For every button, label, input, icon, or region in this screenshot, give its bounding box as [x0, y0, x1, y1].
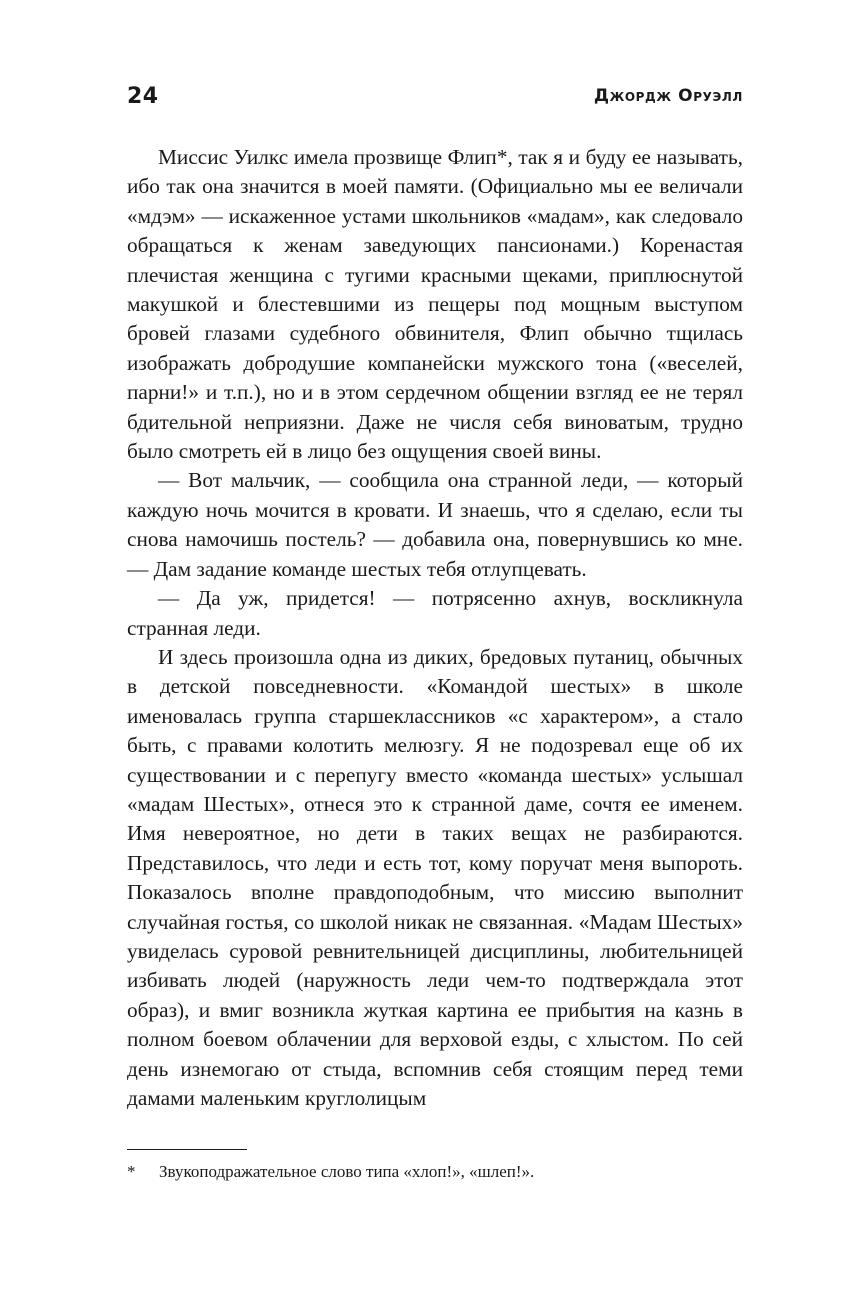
page-number: 24: [127, 84, 159, 109]
footnote: [127, 1160, 743, 1184]
paragraph: И здесь произошла одна из диких, бредовых путаниц, обычных в детской повседневности. «Командой шестых» в школе именовалась группа старшеклассников «с характером», а стало быть, с правами колотить мелюзгу. Я не подозревал еще об их существовании и с перепугу вместо «команда шестых» услышал «мадам Шестых», отнеся это к странной даме, сочтя ее именем. Имя невероятное, но дети в таких вещах не разбираются. Представилось, что леди и есть тот, кому поручат меня выпороть. Показалось вполне правдоподобным, что миссию выполнит случайная гостья, со школой никак не связанная. «Мадам Шестых» увиделась суровой ревнительницей дисциплины, любительницей избивать людей (наружность леди чем-то подтверждала этот образ), и вмиг возникла жуткая картина ее прибытия на казнь в полном боевом облачении для верховой езды, с хлыстом. По сей день изнемогаю от стыда, вспомнив себя стоящим перед теми дамами маленьким круглолицым: [127, 644, 743, 1110]
footnote-divider: [127, 1149, 247, 1150]
paragraph: — Да уж, придется! — потрясенно ахнув, воскликнула странная леди.: [127, 586, 743, 640]
page-header: [127, 84, 743, 116]
paragraph: — Вот мальчик, — сообщила она странной леди, — который каждую ночь мочится в кровати. И знаешь, что я сделаю, если ты снова намочишь постель? — добавила она, повернувшись ко мне. — Дам задание команде шестых тебя отлупцевать.: [127, 468, 743, 581]
footnote-text: Звукоподражательное слово типа «хлоп!», «шлеп!».: [159, 1162, 535, 1181]
paragraph: Миссис Уилкс имела прозвище Флип*, так я и буду ее называть, ибо так она значится в моей памяти. (Официально мы ее величали «мдэм» — искаженное устами школьников «мадам», как следовало обращаться к женам заведующих пансионами.) Коренастая плечистая женщина с тугими красными щеками, приплюснутой макушкой и блестевшими из пещеры под мощным выступом бровей глазами судебного обвинителя, Флип обычно тщилась изображать добродушие компанейски мужского тона («веселей, парни!» и т.п.), но и в этом сердечном общении взгляд ее не терял бдительной неприязни. Даже не числя себя виноватым, трудно было смотреть ей в лицо без ощущения своей вины.: [127, 145, 743, 464]
main-text: [127, 143, 743, 1113]
running-head-author: Джордж Оруэлл: [593, 86, 743, 106]
footnote-marker: *: [127, 1162, 136, 1181]
